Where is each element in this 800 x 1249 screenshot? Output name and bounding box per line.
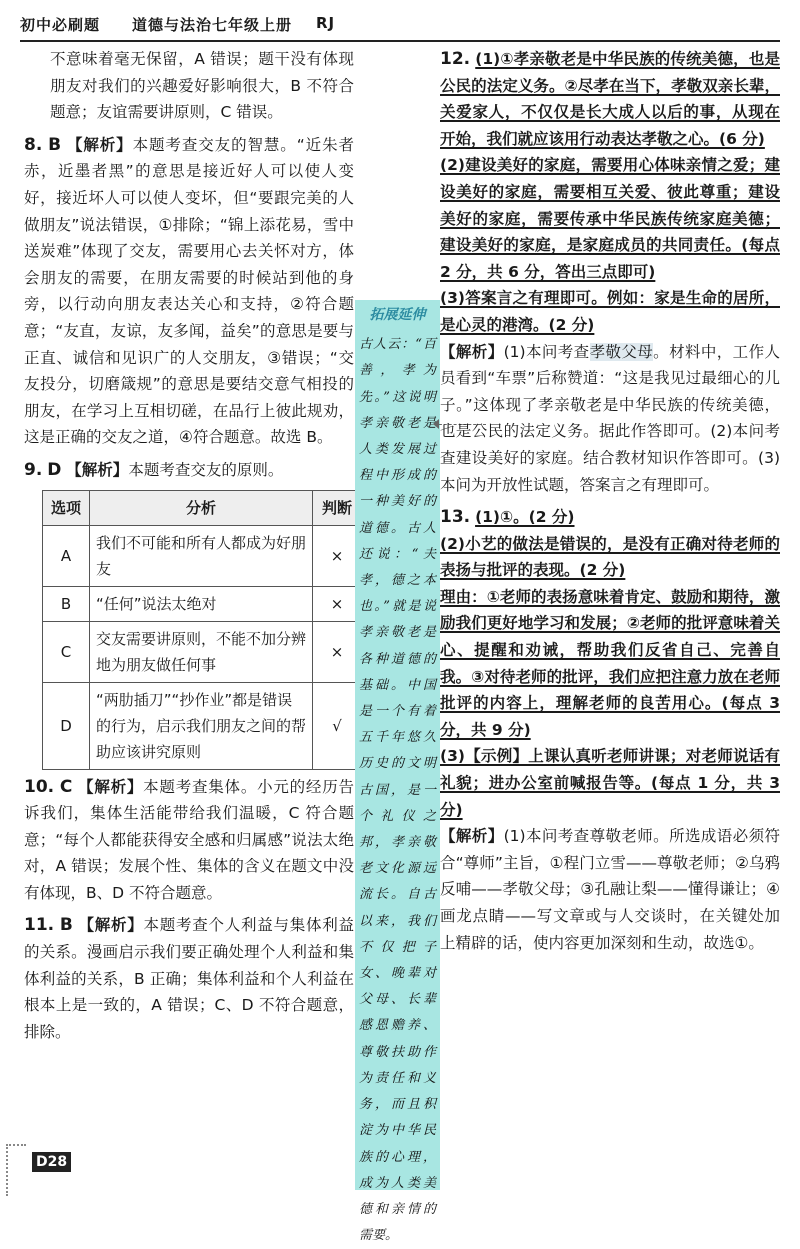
q10-analysis-tag: 【解析】	[78, 777, 144, 796]
q12-analysis	[440, 339, 780, 499]
sidebar-text: 古人云：“百善，孝为先。”这说明孝亲敬老是人类发展过程中形成的一种美好的道德。古人还说：“夫孝，德之本也。”就是说孝亲敬老是各种道德的基础。中国是一个有着五千年悠久历史的文明古国，是一个礼仪之邦，孝亲敬老文化源远流长。自古以来，我们不仅把子女、晚辈对父母、长辈感恩赡养、尊敬扶助作为责任和义务，而且积淀为中华民族的心理，成为人类美德和亲情的需要。	[359, 337, 436, 1244]
right-column	[440, 46, 780, 956]
corner-dotted-mark	[6, 1144, 26, 1196]
table-row	[43, 682, 362, 769]
q12-number: 12.	[440, 49, 471, 69]
q11-number: 11.	[24, 915, 55, 936]
table-header-judge: 判断	[313, 490, 362, 525]
q13-answer-2	[440, 531, 780, 584]
table-cell-judge: ×	[313, 621, 362, 682]
table-cell-analysis: “两肋插刀”“抄作业”都是错误的行为，启示我们朋友之间的帮助应该讲究原则	[90, 682, 313, 769]
q13-answer-1-text: (1)①。(2 分)	[475, 508, 575, 527]
q13-analysis-tag: 【解析】	[440, 827, 504, 846]
table-cell-analysis: 我们不可能和所有人都成为好朋友	[90, 525, 313, 586]
table-row	[43, 525, 362, 586]
table-cell-option: A	[43, 525, 90, 586]
q12-analysis-text-a: (1)本问考查	[503, 342, 590, 361]
q10-analysis-text: 本题考查集体。小元的经历告诉我们，集体生活能带给我们温暖，C 符合题意；“每个人都能获得安全感和归属感”说法太绝对，A 错误；发展个性、集体的含义在题文中没有体现，B、D 不符合题意。	[24, 777, 354, 902]
subject-title: 道德与法治七年级上册	[132, 16, 293, 34]
q8-analysis-tag: 【解析】	[66, 135, 133, 154]
table-cell-option: D	[43, 682, 90, 769]
page-header	[20, 10, 780, 42]
table-cell-analysis: “任何”说法太绝对	[90, 586, 313, 621]
extension-sidebar	[355, 300, 440, 1244]
table-row	[43, 621, 362, 682]
q10-block	[24, 774, 354, 907]
table-cell-judge: ×	[313, 525, 362, 586]
q12-answer-2	[440, 152, 780, 285]
q7-continuation: 不意味着毫无保留，A 错误；题干没有体现朋友对我们的兴趣爱好影响很大，B 不符合题意；友谊需要讲原则，C 错误。	[50, 50, 354, 122]
q10-number: 10.	[24, 776, 55, 797]
page-number: D28	[32, 1152, 71, 1172]
q9-block	[24, 457, 354, 484]
q12-analysis-text-b: 。材料中，工作人员看到“车票”后称赞道：“这是我见过最细心的儿子。”这体现了孝亲敬老是中华民族的传统美德，也是公民的法定义务。据此作答即可。(2)本问考查建设美好的家庭。结合教材知识作答即可。(3)本问为开放性试题，答案言之有理即可。	[440, 342, 780, 494]
q11-analysis-text: 本题考查个人利益与集体利益的关系。漫画启示我们要正确处理个人利益和集体利益的关系，B 正确；集体利益和个人利益在根本上是一致的，A 错误；C、D 不符合题意，排除。	[24, 916, 354, 1041]
q11-block	[24, 912, 354, 1045]
table-header-row	[43, 490, 362, 525]
table-cell-judge: ×	[313, 586, 362, 621]
q9-analysis-tag: 【解析】	[66, 460, 129, 479]
q12-answer-1-text: (1)①孝亲敬老是中华民族的传统美德，也是公民的法定义务。②尽孝在当下，孝敬双亲长辈，关爱家人，不仅仅是长大成人以后的事，从现在开始，我们就应该用行动表达孝敬之心。(6 分)	[440, 50, 780, 148]
q13-answer-2-text: (2)小艺的做法是错误的，是没有正确对待老师的表扬与批评的表现。(2 分)	[440, 534, 780, 580]
q13-answer-3	[440, 584, 780, 744]
q9-analysis-table	[42, 490, 362, 770]
q12-analysis-tag: 【解析】	[440, 342, 504, 361]
table-cell-analysis: 交友需要讲原则，不能不加分辨地为朋友做任何事	[90, 621, 313, 682]
q13-answer-3-text: 理由：①老师的表扬意味着肯定、鼓励和期待，激励我们更好地学习和发展；②老师的批评意味着关心、提醒和劝诫，帮助我们反省自己、完善自我。③对待老师的批评，我们应把注意力放在老师批评的内容上，理解老师的良苦用心。(每点 3 分，共 9 分)	[440, 587, 780, 739]
book-title: 初中必刷题	[20, 16, 101, 34]
q8-answer: B	[48, 134, 62, 155]
q8-number: 8.	[24, 134, 43, 155]
q13-analysis	[440, 823, 780, 956]
q9-analysis-text: 本题考查交友的原则。	[128, 460, 284, 479]
table-cell-option: C	[43, 621, 90, 682]
q12-answer-2-text: (2)建设美好的家庭，需要用心体味亲情之爱；建设美好的家庭，需要相互关爱、彼此尊重；建设美好的家庭，需要传承中华民族传统家庭美德；建设美好的家庭，是家庭成员的共同责任。(每点 2 分，共 6 分，答出三点即可)	[440, 156, 780, 281]
q8-analysis-text: 本题考查交友的智慧。“近朱者赤，近墨者黑”的意思是接近好人可以使人变好，接近坏人可以使人变坏，但“要跟完美的人做朋友”说法错误，①排除；“锦上添花易，雪中送炭难”体现了交友，需要用心去关怀对方，体会朋友的需要，在朋友需要的时候站到他的身旁，以行动向朋友表达关心和支持，②符合题意；“友直，友谅，友多闻，益矣”的意思是要与正直、诚信和见识广的人交朋友，③错误；“交友投分，切磨箴规”的意思是要结交意气相投的朋友，在学习上互相切磋，在品行上彼此规劝，这是正确的交友之道，④符合题意。故选 B。	[24, 135, 354, 447]
q13-answer-4-text: (3)【示例】上课认真听老师讲课；对老师说话有礼貌；进办公室前喊报告等。(每点 1 分，共 3 分)	[440, 747, 780, 819]
table-cell-option: B	[43, 586, 90, 621]
q13-answer-4	[440, 743, 780, 823]
q12-answer-3-text: (3)答案言之有理即可。例如：家是生命的居所，是心灵的港湾。(2 分)	[440, 289, 780, 334]
table-row	[43, 586, 362, 621]
edition-label: RJ	[316, 14, 336, 32]
sidebar-title: 拓展延伸	[369, 307, 426, 323]
q13-answer-1	[440, 504, 780, 531]
q10-answer: C	[59, 776, 73, 797]
q11-answer: B	[59, 915, 73, 936]
q13-number: 13.	[440, 507, 471, 528]
table-header-option: 选项	[43, 490, 90, 525]
q9-answer: D	[47, 459, 62, 480]
q12-answer-1	[440, 46, 780, 152]
table-header-analysis: 分析	[90, 490, 313, 525]
q13-analysis-text: (1)本问考查尊敬老师。所选成语必须符合“尊师”主旨，①程门立雪——尊敬老师；②乌鸦反哺——孝敬父母；③孔融让梨——懂得谦让；④画龙点睛——写文章或与人交谈时，在关键处加上精辟的话，使内容更加深刻和生动，故选①。	[440, 827, 780, 952]
table-cell-judge: √	[313, 682, 362, 769]
q11-analysis-tag: 【解析】	[78, 916, 144, 935]
q12-answer-3	[440, 285, 780, 338]
q8-block	[24, 132, 354, 451]
q9-number: 9.	[24, 459, 43, 480]
left-column	[24, 46, 354, 1045]
q12-analysis-highlight: 孝敬父母	[589, 342, 654, 361]
